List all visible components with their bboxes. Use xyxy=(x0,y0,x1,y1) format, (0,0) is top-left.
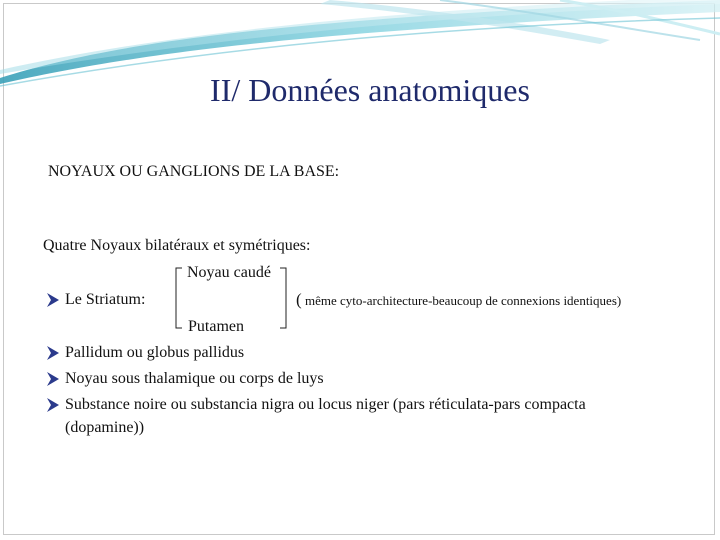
striatum-open-paren: ( xyxy=(296,290,302,309)
arrowhead-bullet-icon xyxy=(46,346,60,360)
striatum-label: Le Striatum: xyxy=(65,291,146,308)
striatum-noyau-caude: Noyau caudé xyxy=(187,264,271,281)
bullet-pallidum: Pallidum ou globus pallidus xyxy=(65,344,245,361)
page-title: II/ Données anatomiques xyxy=(210,72,530,108)
section-heading: NOYAUX OU GANGLIONS DE LA BASE: xyxy=(48,163,340,180)
striatum-putamen: Putamen xyxy=(188,318,244,335)
striatum-note: même cyto-architecture-beaucoup de connexions identiques) xyxy=(305,293,622,308)
bullet-noyau-sous-thalamique: Noyau sous thalamique ou corps de luys xyxy=(65,370,324,387)
arrowhead-bullet-icon xyxy=(46,372,60,386)
bullet-substance-noire: Substance noire ou substancia nigra ou locus niger (pars réticulata-pars compacta xyxy=(65,396,586,413)
arrowhead-bullet-icon xyxy=(46,398,60,412)
bullet-substance-noire-continued: (dopamine)) xyxy=(65,419,145,436)
arrowhead-bullet-icon xyxy=(46,293,60,307)
intro-text: Quatre Noyaux bilatéraux et symétriques: xyxy=(43,237,311,254)
